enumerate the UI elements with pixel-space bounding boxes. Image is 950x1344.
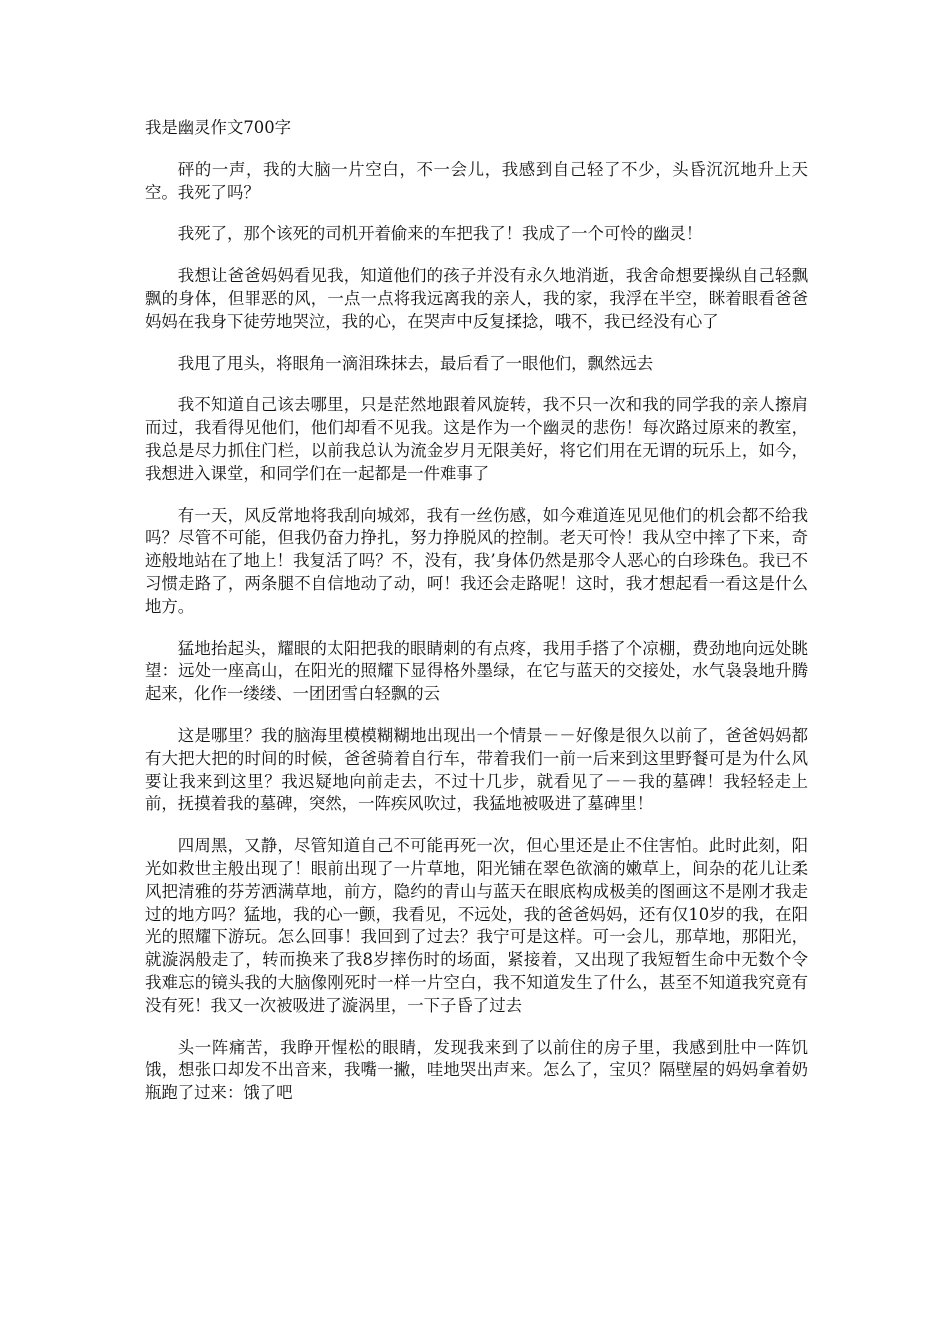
paragraph-2: 我死了，那个该死的司机开着偷来的车把我了！我成了一个可怜的幽灵！	[177, 224, 703, 244]
paragraph-10: 头一阵痛苦，我睁开惺松的眼睛，发现我来到了以前住的房子里，我感到肚中一阵饥饿，想张口却发不出音来，我嘴一撇，哇地哭出声来。怎么了，宝贝？隔壁屋的妈妈拿着奶瓶跑了过来：饿了吧	[145, 1037, 808, 1103]
paragraph-5: 我不知道自己该去哪里，只是茫然地跟着风旋转，我不只一次和我的同学我的亲人擦肩而过，我看得见他们，他们却看不见我。这是作为一个幽灵的悲伤！每次路过原来的教室，我总是尽力抓住门栏，以前我总认为流金岁月无限美好，将它们用在无谓的玩乐上，如今，我想进入课堂，和同学们在一起都是一件难事了	[145, 395, 808, 483]
paragraph-7: 猛地抬起头，耀眼的太阳把我的眼睛刺的有点疼，我用手搭了个凉棚，费劲地向远处眺望：远处一座高山，在阳光的照耀下显得格外墨绿，在它与蓝天的交接处，水气袅袅地升腾起来，化作一缕缕、一团团雪白轻飘的云	[145, 638, 808, 704]
paragraph-1: 砰的一声，我的大脑一片空白，不一会儿，我感到自己轻了不少，头昏沉沉地升上天空。我死了吗？	[145, 159, 808, 202]
paragraph-9: 四周黑，又静，尽管知道自己不可能再死一次，但心里还是止不住害怕。此时此刻，阳光如救世主般出现了！眼前出现了一片草地，阳光铺在翠色欲滴的嫩草上，间杂的花儿让柔风把清雅的芬芳洒满草地，前方，隐约的青山与蓝天在眼底构成极美的图画这不是刚才我走过的地方吗？猛地，我的心一颤，我看见，不远处，我的爸爸妈妈，还有仅10岁的我，在阳光的照耀下游玩。怎么回事！我回到了过去？我宁可是这样。可一会儿，那草地，那阳光，就漩涡般走了，转而换来了我8岁摔伤时的场面，紧接着，又出现了我短暂生命中无数个令我难忘的镜头我的大脑像刚死时一样一片空白，我不知道发生了什么，甚至不知道我究竟有没有死！我又一次被吸进了漩涡里，一下子昏了过去	[145, 836, 808, 1015]
paragraph-3: 我想让爸爸妈妈看见我，知道他们的孩子并没有永久地消逝，我舍命想要操纵自己轻飘飘的身体，但罪恶的风，一点一点将我远离我的亲人，我的家，我浮在半空，眯着眼看爸爸妈妈在我身下徒劳地哭泣，我的心，在哭声中反复揉捻，哦不，我已经没有心了	[145, 266, 808, 331]
document-title: 我是幽灵作文700字	[145, 118, 292, 137]
paragraph-6: 有一天，风反常地将我刮向城郊，我有一丝伤感，如今难道连见见他们的机会都不给我吗？尽管不可能，但我仍奋力挣扎，努力挣脱风的控制。老天可怜！我从空中摔了下来，奇迹般地站在了地上！我复活了吗？不，没有，我’身体仍然是那令人恶心的白珍珠色。我已不习惯走路了，两条腿不自信地动了动，呵！我还会走路呢！这时，我才想起看一看这是什么地方。	[145, 505, 808, 616]
paragraph-8: 这是哪里？我的脑海里模模糊糊地出现出一个情景－－好像是很久以前了，爸爸妈妈都有大把大把的时间的时候，爸爸骑着自行车，带着我们一前一后来到这里野餐可是为什么风要让我来到这里？我迟疑地向前走去，不过十几步，就看见了－－我的墓碑！我轻轻走上前，抚摸着我的墓碑，突然，一阵疾风吹过，我猛地被吸进了墓碑里！	[145, 725, 808, 814]
paragraph-4: 我甩了甩头，将眼角一滴泪珠抹去，最后看了一眼他们，飘然远去	[177, 353, 654, 373]
document-page	[145, 117, 808, 1124]
